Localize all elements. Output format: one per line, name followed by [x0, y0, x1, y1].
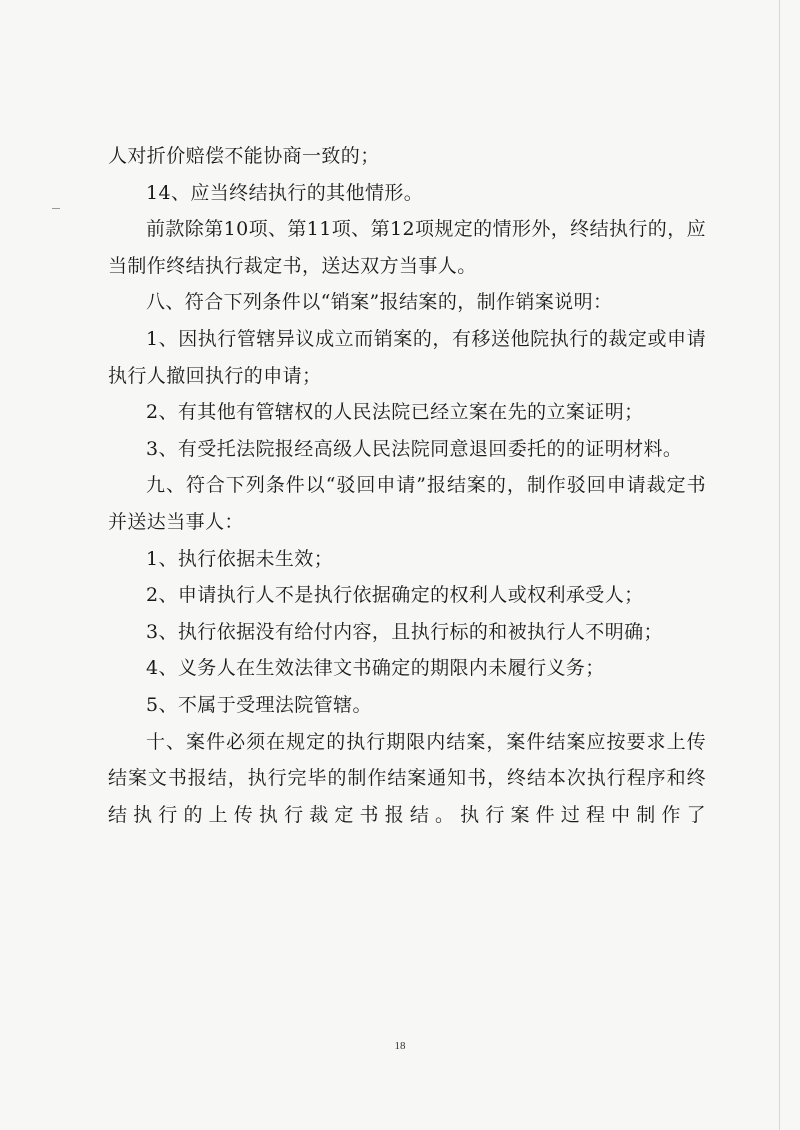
section-8-item-3: 3、有受托法院报经高级人民法院同意退回委托的的证明材料。 — [146, 437, 683, 460]
section-10-paragraph: 十、案件必须在规定的执行期限内结案，案件结案应按要求上传结案文书报结，执行完毕的制作结案通知书，终结本次执行程序和终结执行的上传执行裁定书报结。执行案件过程中制作了 — [108, 730, 706, 826]
page-number: 18 — [394, 1040, 406, 1052]
section-9-item-5: 5、不属于受理法院管辖。 — [146, 693, 372, 716]
section-9-heading: 九、符合下列条件以“驳回申请”报结案的，制作驳回申请裁定书并送达当事人： — [108, 474, 706, 533]
paragraph-1: 人对折价赔偿不能协商一致的； — [108, 145, 380, 167]
document-body — [108, 138, 706, 833]
section-9-item-2: 2、申请执行人不是执行依据确定的权利人或权利承受人； — [146, 584, 644, 607]
section-8-heading: 八、符合下列条件以“销案”报结案的，制作销案说明： — [146, 291, 613, 314]
scan-mark — [52, 208, 60, 209]
paragraph-3: 前款除第10项、第11项、第12项规定的情形外，终结执行的，应当制作终结执行裁定书，送达双方当事人。 — [108, 218, 706, 277]
paragraph-2: 14、应当终结执行的其他情形。 — [146, 181, 424, 204]
scan-edge-line — [779, 0, 780, 1130]
section-9-item-1: 1、执行依据未生效； — [146, 547, 334, 570]
section-8-item-1: 1、因执行管辖异议成立而销案的，有移送他院执行的裁定或申请执行人撤回执行的申请； — [108, 327, 706, 387]
section-8-item-2: 2、有其他有管辖权的人民法院已经立案在先的立案证明； — [146, 401, 644, 424]
section-9-item-3: 3、执行依据没有给付内容，且执行标的和被执行人不明确； — [146, 620, 663, 643]
section-9-item-4: 4、义务人在生效法律文书确定的期限内未履行义务； — [146, 657, 605, 680]
